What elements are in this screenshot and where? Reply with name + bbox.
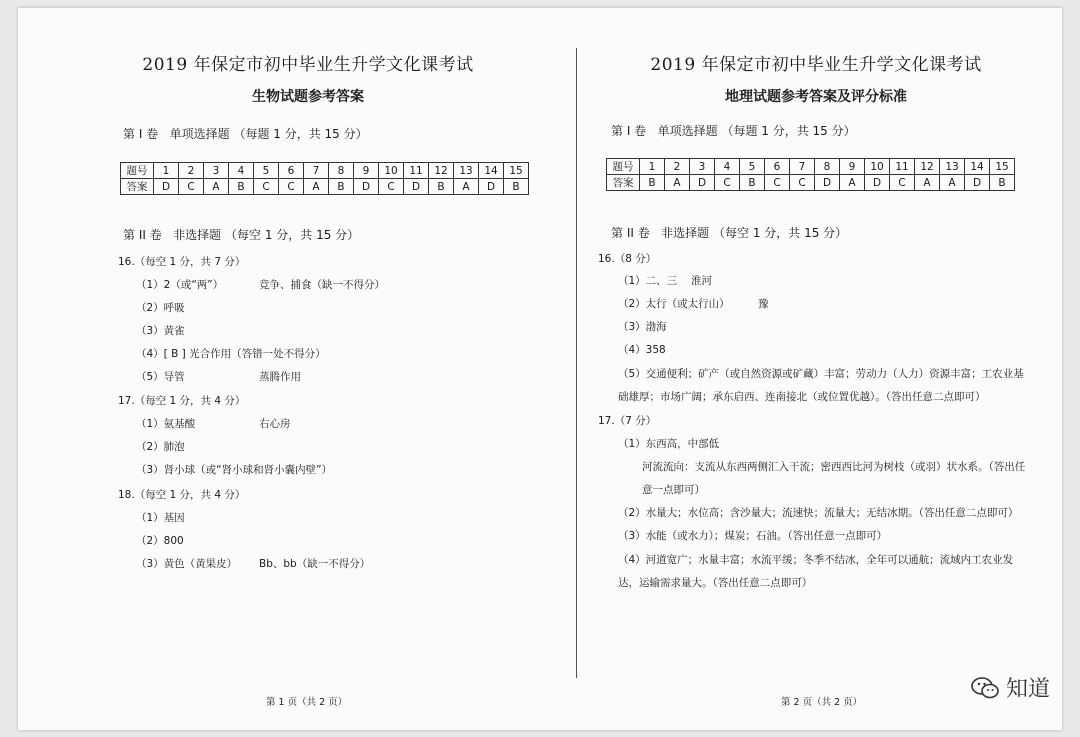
table-cell: D <box>965 175 990 191</box>
table-cell: D <box>354 179 379 195</box>
table-cell: 6 <box>765 159 790 175</box>
table-cell: 5 <box>740 159 765 175</box>
table-cell: 13 <box>940 159 965 175</box>
table-cell: B <box>990 175 1015 191</box>
list-item: （3）肾小球（或“肾小球和肾小囊内壁”） <box>136 464 333 476</box>
list-item: （1）二、三 淮河 <box>618 275 712 287</box>
table-cell: 12 <box>429 163 454 179</box>
list-item: （4）[ B ] 光合作用（答错一处不得分） <box>136 348 326 360</box>
table-cell: B <box>740 175 765 191</box>
table-cell: 5 <box>254 163 279 179</box>
list-item: （4）358 <box>618 344 666 356</box>
table-cell: 4 <box>229 163 254 179</box>
table-cell: 9 <box>354 163 379 179</box>
list-item: （1）2（或“两”） 竞争、捕食（缺一不得分） <box>136 279 385 291</box>
list-item: （2）太行（或太行山） 豫 <box>618 298 769 310</box>
left-q18-head: 18.（每空 1 分，共 4 分） <box>118 489 246 501</box>
table-cell: B <box>329 179 354 195</box>
left-exam-title: 2019 年保定市初中毕业生升学文化课考试 <box>142 55 474 75</box>
list-item: （5）交通便利；矿产（或自然资源或矿藏）丰富；劳动力（人力）资源丰富；工农业基础雄厚；市场广阔；承东启西、连南接北（或位置优越）。（答出任意二点即可） <box>618 368 1024 403</box>
right-subject-title: 地理试题参考答案及评分标准 <box>725 89 907 105</box>
watermark-text: 知道 <box>1005 677 1050 702</box>
table-cell: 2 <box>179 163 204 179</box>
geography-answer-page <box>566 8 1066 730</box>
table-cell: 7 <box>790 159 815 175</box>
list-item: （1）氨基酸 右心房 <box>136 418 291 430</box>
table-cell: D <box>690 175 715 191</box>
list-item: （2）肺泡 <box>136 441 185 453</box>
table-cell: 15 <box>990 159 1015 175</box>
right-answer-table <box>606 158 1015 191</box>
table-cell: A <box>665 175 690 191</box>
table-cell: C <box>715 175 740 191</box>
table-cell: B <box>429 179 454 195</box>
list-item: （4）河道宽广；水量丰富；水流平缓；冬季不结冰，全年可以通航；流域内工农业发达，运输需求量大。（答出任意二点即可） <box>618 554 1014 589</box>
table-row-head: 题号 <box>607 159 640 175</box>
list-item: （1）基因 <box>136 512 185 524</box>
table-cell: 3 <box>690 159 715 175</box>
right-part1-heading: 第 I 卷 单项选择题 （每题 1 分，共 15 分） <box>611 124 856 138</box>
right-part2-heading: 第 II 卷 非选择题 （每空 1 分，共 15 分） <box>611 226 848 240</box>
table-cell: D <box>865 175 890 191</box>
table-cell: A <box>915 175 940 191</box>
list-item: 河流流向：支流从东西两侧汇入干流；密西西比河为树枝（或羽）状水系。（答出任意一点即可） <box>642 461 1026 496</box>
right-q16-head: 16.（8 分） <box>598 253 657 265</box>
table-cell: 1 <box>640 159 665 175</box>
left-part2-heading: 第 II 卷 非选择题 （每空 1 分，共 15 分） <box>123 228 360 242</box>
list-item: （3）渤海 <box>618 321 667 333</box>
table-cell: D <box>479 179 504 195</box>
left-q17-head: 17.（每空 1 分，共 4 分） <box>118 395 246 407</box>
table-cell: C <box>254 179 279 195</box>
left-part1-heading: 第 I 卷 单项选择题 （每题 1 分，共 15 分） <box>123 127 368 141</box>
table-cell: 11 <box>890 159 915 175</box>
watermark <box>970 672 1050 703</box>
scanned-sheet <box>18 8 1062 730</box>
right-page-footer: 第 2 页（共 2 页） <box>781 697 863 708</box>
table-cell: B <box>504 179 529 195</box>
table-row-head: 答案 <box>607 175 640 191</box>
table-cell: 9 <box>840 159 865 175</box>
table-cell: 14 <box>479 163 504 179</box>
table-cell: 13 <box>454 163 479 179</box>
table-cell: D <box>154 179 179 195</box>
table-cell: C <box>379 179 404 195</box>
table-cell: B <box>640 175 665 191</box>
table-cell: C <box>179 179 204 195</box>
table-cell: 12 <box>915 159 940 175</box>
list-item: （2）800 <box>136 535 184 547</box>
left-answer-table <box>120 162 529 195</box>
table-cell: A <box>204 179 229 195</box>
table-row-head: 题号 <box>121 163 154 179</box>
left-q16-head: 16.（每空 1 分，共 7 分） <box>118 256 246 268</box>
table-cell: 10 <box>865 159 890 175</box>
table-cell: A <box>840 175 865 191</box>
list-item: （5）导管 蒸腾作用 <box>136 371 301 383</box>
list-item: （2）水量大；水位高；含沙量大；流速快；流量大；无结冰期。（答出任意二点即可） <box>618 507 1019 519</box>
table-cell: A <box>454 179 479 195</box>
table-cell: 7 <box>304 163 329 179</box>
table-cell: 4 <box>715 159 740 175</box>
table-cell: 10 <box>379 163 404 179</box>
table-cell: C <box>790 175 815 191</box>
list-item: （3）黄雀 <box>136 325 185 337</box>
table-cell: 8 <box>329 163 354 179</box>
left-page-footer: 第 1 页（共 2 页） <box>266 697 348 708</box>
table-cell: 3 <box>204 163 229 179</box>
left-subject-title: 生物试题参考答案 <box>252 89 364 105</box>
table-cell: D <box>404 179 429 195</box>
table-cell: 1 <box>154 163 179 179</box>
table-cell: C <box>890 175 915 191</box>
list-item: （2）呼吸 <box>136 302 185 314</box>
table-cell: B <box>229 179 254 195</box>
table-cell: 8 <box>815 159 840 175</box>
table-cell: D <box>815 175 840 191</box>
biology-answer-page <box>58 8 558 730</box>
table-cell: A <box>940 175 965 191</box>
table-cell: C <box>279 179 304 195</box>
list-item: （3）黄色（黄果皮） Bb、bb（缺一不得分） <box>136 558 371 570</box>
list-item: （1）东西高，中部低 <box>618 438 720 450</box>
table-cell: 14 <box>965 159 990 175</box>
table-cell: 6 <box>279 163 304 179</box>
table-cell: A <box>304 179 329 195</box>
table-cell: 15 <box>504 163 529 179</box>
list-item: （3）水能（或水力）；煤炭；石油。（答出任意一点即可） <box>618 530 888 542</box>
wechat-icon <box>970 676 1000 700</box>
table-cell: C <box>765 175 790 191</box>
right-q17-head: 17.（7 分） <box>598 415 657 427</box>
table-row-head: 答案 <box>121 179 154 195</box>
right-exam-title: 2019 年保定市初中毕业生升学文化课考试 <box>650 55 982 75</box>
table-cell: 11 <box>404 163 429 179</box>
table-cell: 2 <box>665 159 690 175</box>
